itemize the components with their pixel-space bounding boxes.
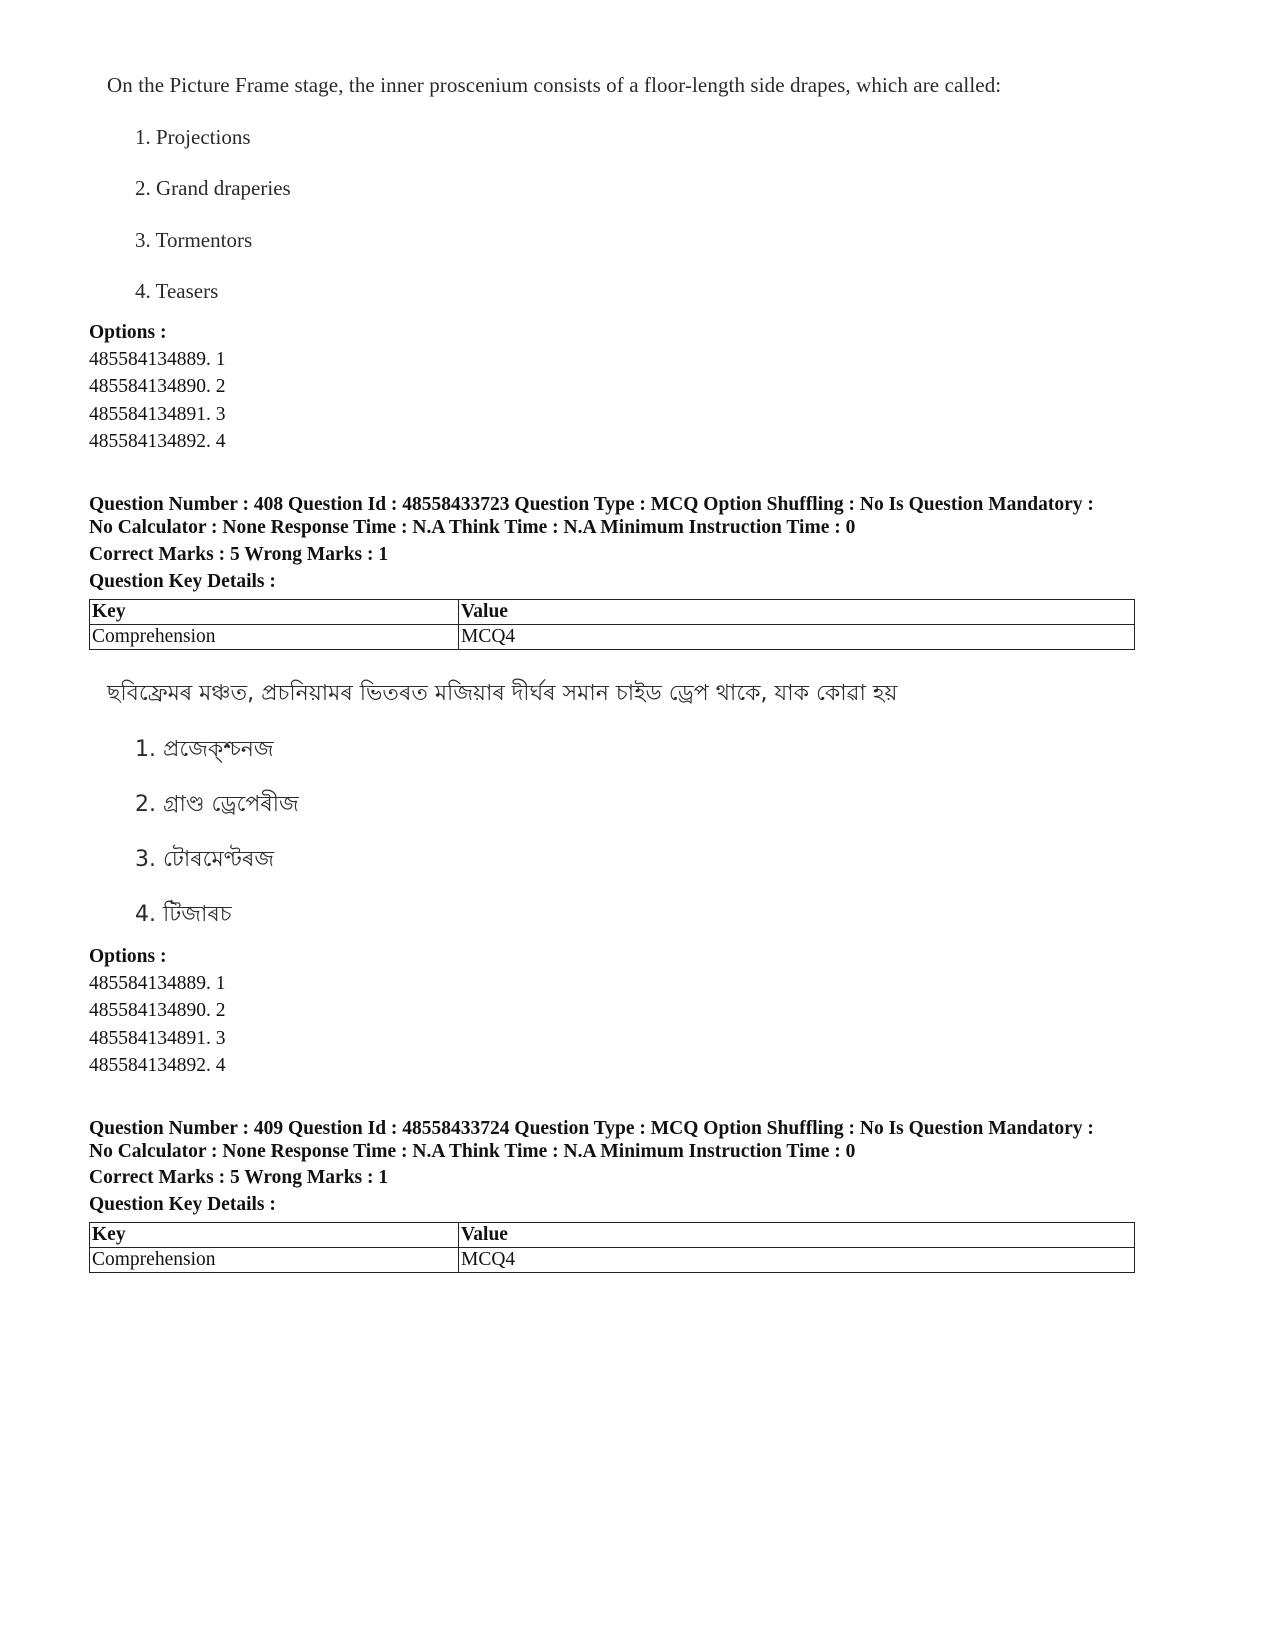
- options-label: Options :: [89, 946, 167, 967]
- question-text-as: ছবিফ্ৰেমৰ মঞ্চত, প্ৰচনিয়ামৰ ভিতৰত মজিয়াৰ দীৰ্ঘৰ সমান চাইড ড্ৰেপ থাকে, যাক কোৱা হয়: [107, 681, 898, 706]
- choice-2-en: 2. Grand draperies: [135, 176, 291, 200]
- choice-4-en: 4. Teasers: [135, 279, 219, 303]
- key-value-table: [89, 599, 1135, 650]
- question-meta: [89, 1117, 1199, 1163]
- option-row: 485584134892. 4: [89, 431, 226, 452]
- marks: Correct Marks : 5 Wrong Marks : 1: [89, 544, 389, 565]
- options-label: Options :: [89, 322, 167, 343]
- question-meta-line1: Question Number : 408 Question Id : 48558433723 Question Type : MCQ Option Shuffling : No Is Question Mandatory :: [89, 494, 1094, 515]
- value-header: Value: [459, 1223, 1135, 1248]
- marks: Correct Marks : 5 Wrong Marks : 1: [89, 1167, 389, 1188]
- table-row: [90, 1248, 1135, 1273]
- value-cell: MCQ4: [459, 625, 1135, 650]
- question-meta-line1: Question Number : 409 Question Id : 48558433724 Question Type : MCQ Option Shuffling : No Is Question Mandatory :: [89, 1118, 1094, 1139]
- table-row: [90, 625, 1135, 650]
- key-header: Key: [90, 600, 459, 625]
- choice-2-as: 2. গ্ৰাণ্ড ড্ৰেপেৰীজ: [135, 792, 299, 817]
- question-meta-line2: No Calculator : None Response Time : N.A Think Time : N.A Minimum Instruction Time : 0: [89, 1141, 856, 1162]
- key-details-label: Question Key Details :: [89, 571, 276, 592]
- option-row: 485584134890. 2: [89, 1000, 226, 1021]
- value-header: Value: [459, 600, 1135, 625]
- question-meta-line2: No Calculator : None Response Time : N.A Think Time : N.A Minimum Instruction Time : 0: [89, 517, 856, 538]
- key-cell: Comprehension: [90, 1248, 459, 1273]
- choice-1-as: 1. প্ৰজেক্‌শ্চনজ: [135, 737, 274, 762]
- value-cell: MCQ4: [459, 1248, 1135, 1273]
- choice-4-as: 4. টিজাৰচ: [135, 902, 232, 927]
- option-row: 485584134889. 1: [89, 349, 226, 370]
- key-value-table: [89, 1222, 1135, 1273]
- option-row: 485584134890. 2: [89, 376, 226, 397]
- table-header-row: [90, 600, 1135, 625]
- option-row: 485584134889. 1: [89, 973, 226, 994]
- key-cell: Comprehension: [90, 625, 459, 650]
- key-details-label: Question Key Details :: [89, 1194, 276, 1215]
- option-row: 485584134891. 3: [89, 404, 226, 425]
- option-row: 485584134891. 3: [89, 1028, 226, 1049]
- choice-1-en: 1. Projections: [135, 125, 251, 149]
- key-header: Key: [90, 1223, 459, 1248]
- question-meta: [89, 493, 1199, 539]
- question-text-en: On the Picture Frame stage, the inner proscenium consists of a floor-length side drapes, which are called:: [107, 73, 1002, 97]
- choice-3-as: 3. টোৰমেণ্টৰজ: [135, 847, 275, 872]
- option-row: 485584134892. 4: [89, 1055, 226, 1076]
- table-header-row: [90, 1223, 1135, 1248]
- choice-3-en: 3. Tormentors: [135, 228, 253, 252]
